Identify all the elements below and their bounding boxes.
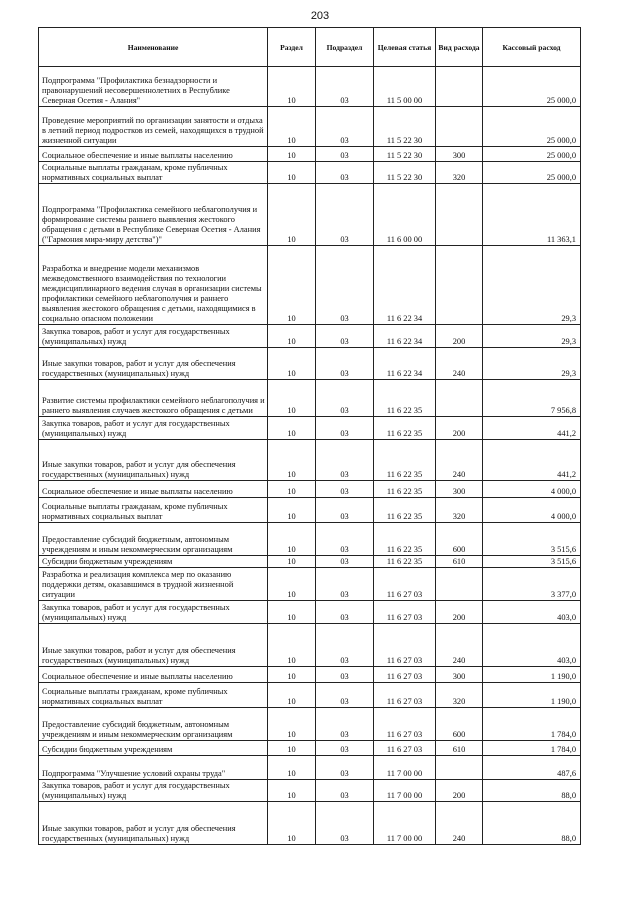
table-cell-section: 10 — [268, 498, 316, 523]
table-cell-expense — [436, 756, 483, 780]
header-amount: Кассовый расход — [483, 28, 581, 67]
table-cell-amount: 88,0 — [483, 802, 581, 845]
header-target: Целевая статья — [374, 28, 436, 67]
table-cell-name: Иные закупки товаров, работ и услуг для обеспечения государственных (муниципальных) нужд — [39, 802, 268, 845]
table-cell-expense — [436, 568, 483, 601]
table-cell-target: 11 6 00 00 — [374, 184, 436, 246]
table-cell-target: 11 6 27 03 — [374, 667, 436, 683]
table-cell-target: 11 6 27 03 — [374, 741, 436, 756]
table-cell-subsection: 03 — [316, 756, 374, 780]
table-cell-section: 10 — [268, 667, 316, 683]
table-row — [39, 481, 581, 498]
table-cell-name: Разработка и внедрение модели механизмов межведомственного взаимодействия по технологии междисциплинарного ведения случая в организации системы профилактики семейного неблагополучия и раннего выявления жестокого обращения с детьми, находящимися в социально опасном положении — [39, 246, 268, 325]
table-row — [39, 624, 581, 667]
table-cell-subsection: 03 — [316, 780, 374, 802]
table-cell-target: 11 6 27 03 — [374, 708, 436, 741]
table-cell-section: 10 — [268, 683, 316, 708]
table-row — [39, 523, 581, 556]
table-row — [39, 498, 581, 523]
table-cell-name: Иные закупки товаров, работ и услуг для обеспечения государственных (муниципальных) нужд — [39, 440, 268, 481]
table-cell-target: 11 7 00 00 — [374, 802, 436, 845]
table-cell-target: 11 6 22 34 — [374, 325, 436, 348]
table-cell-amount: 1 190,0 — [483, 683, 581, 708]
table-cell-name: Субсидии бюджетным учреждениям — [39, 741, 268, 756]
table-cell-section: 10 — [268, 325, 316, 348]
table-cell-expense: 610 — [436, 741, 483, 756]
table-header-row — [39, 28, 581, 67]
table-cell-expense: 200 — [436, 417, 483, 440]
table-cell-section: 10 — [268, 601, 316, 624]
table-cell-section: 10 — [268, 780, 316, 802]
table-cell-section: 10 — [268, 568, 316, 601]
table-row — [39, 556, 581, 568]
table-row — [39, 107, 581, 147]
table-cell-expense: 300 — [436, 481, 483, 498]
table-cell-amount: 25 000,0 — [483, 107, 581, 147]
table-cell-target: 11 5 22 30 — [374, 107, 436, 147]
table-cell-name: Проведение мероприятий по организации занятости и отдыха в летний период подростков из семей, находящихся в трудной жизненной ситуации — [39, 107, 268, 147]
table-cell-section: 10 — [268, 348, 316, 380]
table-cell-amount: 25 000,0 — [483, 147, 581, 162]
table-cell-subsection: 03 — [316, 667, 374, 683]
table-cell-subsection: 03 — [316, 741, 374, 756]
table-cell-subsection: 03 — [316, 568, 374, 601]
table-row — [39, 667, 581, 683]
table-cell-section: 10 — [268, 417, 316, 440]
table-row — [39, 184, 581, 246]
table-row — [39, 741, 581, 756]
table-cell-amount: 487,6 — [483, 756, 581, 780]
table-cell-section: 10 — [268, 184, 316, 246]
page-number: 203 — [310, 10, 330, 22]
table-cell-name: Социальные выплаты гражданам, кроме публичных нормативных социальных выплат — [39, 162, 268, 184]
table-cell-expense: 240 — [436, 802, 483, 845]
table-cell-expense: 320 — [436, 683, 483, 708]
table-row — [39, 380, 581, 417]
table-cell-section: 10 — [268, 523, 316, 556]
header-subsection: Подраздел — [316, 28, 374, 67]
table-cell-target: 11 5 22 30 — [374, 162, 436, 184]
table-cell-target: 11 6 22 35 — [374, 556, 436, 568]
table-cell-name: Иные закупки товаров, работ и услуг для обеспечения государственных (муниципальных) нужд — [39, 624, 268, 667]
table-cell-target: 11 5 22 30 — [374, 147, 436, 162]
table-cell-name: Предоставление субсидий бюджетным, автономным учреждениям и иным некоммерческим организациям — [39, 708, 268, 741]
table-cell-name: Закупка товаров, работ и услуг для государственных (муниципальных) нужд — [39, 601, 268, 624]
table-cell-expense: 300 — [436, 667, 483, 683]
table-row — [39, 162, 581, 184]
table-cell-name: Социальное обеспечение и иные выплаты населению — [39, 481, 268, 498]
table-row — [39, 440, 581, 481]
table-cell-expense: 200 — [436, 780, 483, 802]
table-cell-section: 10 — [268, 708, 316, 741]
table-cell-expense — [436, 184, 483, 246]
table-cell-subsection: 03 — [316, 601, 374, 624]
table-cell-expense: 300 — [436, 147, 483, 162]
table-cell-target: 11 6 22 35 — [374, 380, 436, 417]
table-cell-amount: 1 190,0 — [483, 667, 581, 683]
table-cell-subsection: 03 — [316, 440, 374, 481]
table-cell-expense: 240 — [436, 348, 483, 380]
table-cell-subsection: 03 — [316, 708, 374, 741]
table-cell-subsection: 03 — [316, 67, 374, 107]
table-row — [39, 683, 581, 708]
table-cell-section: 10 — [268, 556, 316, 568]
table-cell-amount: 88,0 — [483, 780, 581, 802]
table-cell-target: 11 6 27 03 — [374, 683, 436, 708]
table-cell-expense — [436, 107, 483, 147]
table-cell-section: 10 — [268, 440, 316, 481]
table-cell-section: 10 — [268, 481, 316, 498]
table-cell-amount: 441,2 — [483, 440, 581, 481]
table-cell-target: 11 6 27 03 — [374, 601, 436, 624]
table-cell-amount: 403,0 — [483, 601, 581, 624]
table-cell-name: Подпрограмма "Профилактика безнадзорности и правонарушений несовершеннолетних в Республике Северная Осетия - Алания" — [39, 67, 268, 107]
table-cell-subsection: 03 — [316, 348, 374, 380]
table-cell-name: Разработка и реализация комплекса мер по оказанию поддержки детям, оказавшимся в трудной жизненной ситуации — [39, 568, 268, 601]
table-cell-expense: 320 — [436, 162, 483, 184]
table-cell-amount: 11 363,1 — [483, 184, 581, 246]
table-cell-target: 11 6 22 35 — [374, 498, 436, 523]
table-row — [39, 417, 581, 440]
table-cell-section: 10 — [268, 756, 316, 780]
expenditure-table — [38, 27, 581, 845]
table-cell-target: 11 6 22 35 — [374, 417, 436, 440]
table-cell-name: Социальное обеспечение и иные выплаты населению — [39, 147, 268, 162]
table-cell-target: 11 7 00 00 — [374, 780, 436, 802]
table-cell-name: Субсидии бюджетным учреждениям — [39, 556, 268, 568]
table-cell-target: 11 6 22 34 — [374, 348, 436, 380]
table-cell-amount: 3 515,6 — [483, 523, 581, 556]
table-cell-subsection: 03 — [316, 162, 374, 184]
table-cell-amount: 3 515,6 — [483, 556, 581, 568]
table-cell-target: 11 6 22 35 — [374, 481, 436, 498]
header-expense: Вид расхода — [436, 28, 483, 67]
table-cell-expense — [436, 67, 483, 107]
table-cell-subsection: 03 — [316, 246, 374, 325]
table-row — [39, 67, 581, 107]
table-cell-section: 10 — [268, 107, 316, 147]
table-cell-target: 11 6 27 03 — [374, 624, 436, 667]
table-cell-expense: 240 — [436, 440, 483, 481]
table-cell-target: 11 6 22 35 — [374, 440, 436, 481]
table-cell-amount: 4 000,0 — [483, 481, 581, 498]
table-cell-expense: 200 — [436, 601, 483, 624]
table-cell-amount: 25 000,0 — [483, 162, 581, 184]
table-cell-section: 10 — [268, 147, 316, 162]
table-row — [39, 802, 581, 845]
table-cell-target: 11 5 00 00 — [374, 67, 436, 107]
table-cell-amount: 29,3 — [483, 246, 581, 325]
table-cell-target: 11 6 22 34 — [374, 246, 436, 325]
table-cell-amount: 1 784,0 — [483, 741, 581, 756]
table-cell-section: 10 — [268, 380, 316, 417]
table-cell-expense: 240 — [436, 624, 483, 667]
table-row — [39, 780, 581, 802]
table-cell-expense — [436, 380, 483, 417]
table-cell-amount: 29,3 — [483, 325, 581, 348]
table-cell-section: 10 — [268, 802, 316, 845]
table-cell-subsection: 03 — [316, 556, 374, 568]
table-row — [39, 147, 581, 162]
table-cell-expense — [436, 246, 483, 325]
table-cell-subsection: 03 — [316, 523, 374, 556]
table-cell-subsection: 03 — [316, 380, 374, 417]
table-cell-name: Социальные выплаты гражданам, кроме публичных нормативных социальных выплат — [39, 498, 268, 523]
table-cell-amount: 403,0 — [483, 624, 581, 667]
table-row — [39, 568, 581, 601]
table-cell-expense: 200 — [436, 325, 483, 348]
table-cell-name: Развитие системы профилактики семейного неблагополучия и раннего выявления случаев жестокого обращения с детьми — [39, 380, 268, 417]
table-cell-name: Закупка товаров, работ и услуг для государственных (муниципальных) нужд — [39, 325, 268, 348]
table-cell-expense: 320 — [436, 498, 483, 523]
table-cell-section: 10 — [268, 624, 316, 667]
table-cell-target: 11 7 00 00 — [374, 756, 436, 780]
table-cell-expense: 610 — [436, 556, 483, 568]
table-cell-name: Закупка товаров, работ и услуг для государственных (муниципальных) нужд — [39, 780, 268, 802]
table-cell-amount: 3 377,0 — [483, 568, 581, 601]
table-cell-section: 10 — [268, 67, 316, 107]
table-cell-expense: 600 — [436, 523, 483, 556]
table-cell-target: 11 6 22 35 — [374, 523, 436, 556]
table-cell-subsection: 03 — [316, 184, 374, 246]
table-cell-amount: 441,2 — [483, 417, 581, 440]
table-cell-subsection: 03 — [316, 624, 374, 667]
header-section: Раздел — [268, 28, 316, 67]
table-cell-subsection: 03 — [316, 498, 374, 523]
table-row — [39, 348, 581, 380]
table-cell-amount: 1 784,0 — [483, 708, 581, 741]
table-row — [39, 246, 581, 325]
table-cell-name: Подпрограмма "Улучшение условий охраны труда" — [39, 756, 268, 780]
table-cell-subsection: 03 — [316, 802, 374, 845]
table-cell-subsection: 03 — [316, 325, 374, 348]
table-cell-name: Предоставление субсидий бюджетным, автономным учреждениям и иным некоммерческим организациям — [39, 523, 268, 556]
table-cell-amount: 7 956,8 — [483, 380, 581, 417]
table-cell-subsection: 03 — [316, 481, 374, 498]
table-cell-name: Социальные выплаты гражданам, кроме публичных нормативных социальных выплат — [39, 683, 268, 708]
table-cell-section: 10 — [268, 741, 316, 756]
table-row — [39, 756, 581, 780]
table-cell-amount: 29,3 — [483, 348, 581, 380]
table-cell-subsection: 03 — [316, 417, 374, 440]
table-cell-section: 10 — [268, 246, 316, 325]
table-cell-subsection: 03 — [316, 683, 374, 708]
table-cell-name: Иные закупки товаров, работ и услуг для обеспечения государственных (муниципальных) нужд — [39, 348, 268, 380]
table-cell-target: 11 6 27 03 — [374, 568, 436, 601]
header-name: Наименование — [39, 28, 268, 67]
table-cell-amount: 25 000,0 — [483, 67, 581, 107]
table-cell-name: Подпрограмма "Профилактика семейного неблагополучия и формирование системы раннего выявления жестокого обращения с детьми в Республике Северная Осетия - Алания ("Гармония мира-миру детства")" — [39, 184, 268, 246]
table-cell-amount: 4 000,0 — [483, 498, 581, 523]
table-cell-subsection: 03 — [316, 147, 374, 162]
table-cell-section: 10 — [268, 162, 316, 184]
table-row — [39, 708, 581, 741]
table-cell-name: Закупка товаров, работ и услуг для государственных (муниципальных) нужд — [39, 417, 268, 440]
table-cell-expense: 600 — [436, 708, 483, 741]
table-row — [39, 325, 581, 348]
table-cell-name: Социальное обеспечение и иные выплаты населению — [39, 667, 268, 683]
table-row — [39, 601, 581, 624]
table-cell-subsection: 03 — [316, 107, 374, 147]
